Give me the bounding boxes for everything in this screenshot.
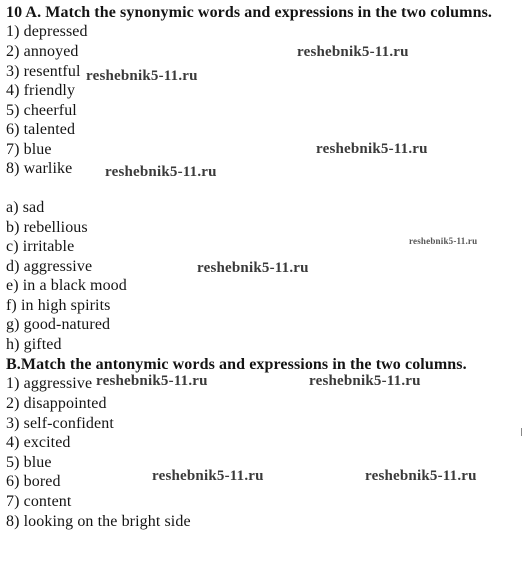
list-item-b-8: 8) looking on the bright side bbox=[6, 513, 191, 530]
watermark: reshebnik5-11.ru bbox=[86, 68, 198, 84]
watermark: reshebnik5-11.ru bbox=[96, 373, 208, 389]
list-item-b-5: 5) blue bbox=[6, 454, 52, 471]
list-item-a-5: 5) cheerful bbox=[6, 102, 77, 119]
list-item-a-8: 8) warlike bbox=[6, 160, 73, 177]
watermark: reshebnik5-11.ru bbox=[105, 164, 217, 180]
list-item-a-e: e) in a black mood bbox=[6, 277, 127, 294]
list-item-a-h: h) gifted bbox=[6, 336, 62, 353]
list-item-b-6: 6) bored bbox=[6, 473, 61, 490]
list-item-a-b: b) rebellious bbox=[6, 219, 88, 236]
watermark: reshebnik5-11.ru bbox=[152, 468, 264, 484]
watermark: reshebnik5-11.ru bbox=[409, 236, 478, 246]
watermark: reshebnik5-11.ru bbox=[197, 260, 309, 276]
list-item-a-2: 2) annoyed bbox=[6, 43, 79, 60]
list-item-b-1: 1) aggressive bbox=[6, 375, 93, 392]
list-item-a-1: 1) depressed bbox=[6, 23, 88, 40]
watermark: reshebnik5-11.ru bbox=[309, 373, 421, 389]
watermark: reshebnik5-11.ru bbox=[365, 468, 477, 484]
list-item-a-6: 6) talented bbox=[6, 121, 76, 138]
list-item-a-a: a) sad bbox=[6, 199, 45, 216]
list-item-a-4: 4) friendly bbox=[6, 82, 76, 99]
list-item-a-c: c) irritable bbox=[6, 238, 75, 255]
section-a-heading: 10 A. Match the synonymic words and expressions in the two columns. bbox=[6, 4, 492, 21]
list-item-b-2: 2) disappointed bbox=[6, 395, 107, 412]
list-item-a-g: g) good-natured bbox=[6, 316, 111, 333]
section-b-heading: B.Match the antonymic words and expressions in the two columns. bbox=[6, 356, 467, 373]
list-item-b-7: 7) content bbox=[6, 493, 72, 510]
list-item-a-d: d) aggressive bbox=[6, 258, 93, 275]
list-item-b-4: 4) excited bbox=[6, 434, 71, 451]
list-item-a-3: 3) resentful bbox=[6, 63, 81, 80]
watermark: reshebnik5-11.ru bbox=[297, 44, 409, 60]
list-item-b-3: 3) self-confident bbox=[6, 415, 114, 432]
watermark: reshebnik5-11.ru bbox=[316, 141, 428, 157]
list-item-a-f: f) in high spirits bbox=[6, 297, 111, 314]
list-item-a-7: 7) blue bbox=[6, 141, 52, 158]
edge-mark bbox=[521, 428, 522, 436]
